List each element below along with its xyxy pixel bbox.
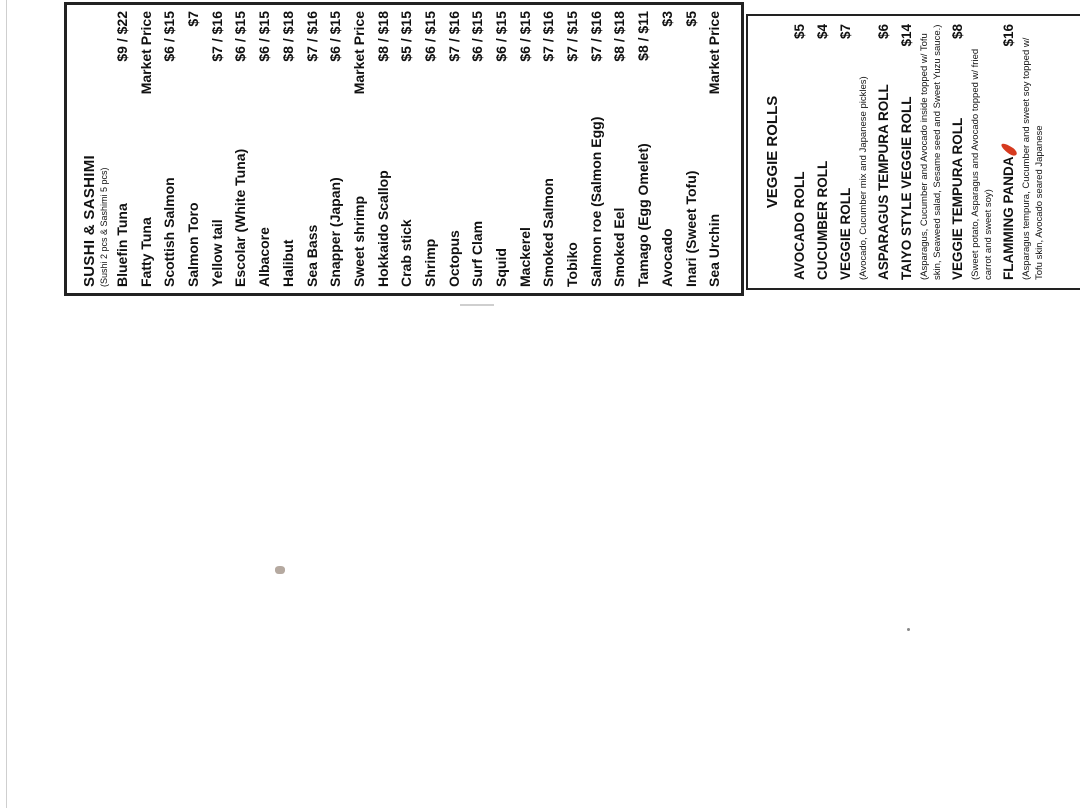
- veggie-item-price: $8: [950, 24, 965, 40]
- sushi-item-price: $7: [185, 11, 202, 27]
- veggie-rolls-panel: [746, 14, 1080, 290]
- chili-pepper-icon: [1000, 141, 1019, 157]
- sushi-sashimi-title: SUSHI & SASHIMI: [81, 154, 98, 287]
- sushi-item-price: $8 / $18: [374, 11, 391, 62]
- veggie-item-name: AVOCADO ROLL: [792, 171, 807, 280]
- sushi-item-row: [324, 11, 348, 287]
- sushi-item-name: Salmon roe (Salmon Egg): [587, 116, 604, 287]
- sushi-item-price: $7 / $16: [540, 11, 557, 62]
- sushi-item-name: Snapper (Japan): [327, 177, 344, 287]
- sushi-item-price: Market Price: [706, 11, 723, 95]
- sushi-item-price: $6 / $15: [327, 11, 344, 62]
- sushi-item-name: Fatty Tuna: [137, 217, 154, 287]
- sushi-item-row: [372, 11, 396, 287]
- sushi-item-row: [277, 11, 301, 287]
- sushi-item-name: Surf Clam: [469, 220, 486, 287]
- sushi-sashimi-panel: [64, 2, 744, 296]
- veggie-item-title: [834, 188, 857, 280]
- sushi-item-name: Halibut: [279, 239, 296, 287]
- sushi-item-list: [111, 11, 727, 287]
- veggie-item-name: VEGGIE TEMPURA ROLL: [950, 117, 965, 280]
- veggie-item-description: (Avocado, Cucumber mix and Japanese pickles): [858, 76, 869, 280]
- sushi-item-row: [301, 11, 325, 287]
- veggie-rolls-content: [758, 24, 1080, 280]
- sushi-item-name: Escolar (White Tuna): [232, 148, 249, 287]
- sushi-item-name: Sweet shrimp: [350, 195, 367, 287]
- veggie-item-name: CUCUMBER ROLL: [815, 160, 830, 280]
- scan-speck: [275, 566, 285, 574]
- sushi-item-row: [680, 11, 704, 287]
- veggie-item-name: TAIYO STYLE VEGGIE ROLL: [899, 96, 914, 280]
- sushi-item-row: [466, 11, 490, 287]
- sushi-item-price: $6 / $15: [232, 11, 249, 62]
- sushi-item-name: Bluefin Tuna: [114, 203, 130, 287]
- sushi-item-name: Smoked Eel: [611, 207, 628, 287]
- scan-smudge: [460, 304, 494, 306]
- veggie-item-title: [895, 96, 918, 280]
- veggie-item-row: [997, 24, 1020, 280]
- sushi-item-price: $7 / $15: [564, 11, 581, 62]
- veggie-item-title: [872, 84, 895, 280]
- sushi-item-name: Scottish Salmon: [161, 177, 178, 287]
- veggie-item-price: $4: [815, 24, 830, 40]
- sushi-item-row: [443, 11, 467, 287]
- sushi-item-price: $8 / $18: [611, 11, 628, 62]
- veggie-item-title: [811, 161, 834, 280]
- veggie-item-title: [788, 172, 811, 281]
- veggie-item-title: [997, 146, 1020, 280]
- sushi-sashimi-subtitle: (Sushi 2 pcs & Sashimi 5 pcs): [99, 167, 109, 287]
- sushi-item-row: [585, 11, 609, 287]
- sushi-item-row: [135, 11, 159, 287]
- sushi-item-row: [229, 11, 253, 287]
- sushi-item-name: Inari (Sweet Tofu): [682, 170, 699, 287]
- sushi-item-name: Octopus: [445, 230, 462, 287]
- veggie-item-price: $6: [876, 24, 891, 40]
- page-edge-line: [6, 0, 7, 808]
- sushi-item-row: [537, 11, 561, 287]
- veggie-item-title: [946, 118, 969, 280]
- sushi-sashimi-content: [81, 11, 741, 287]
- veggie-item-row: [946, 24, 969, 280]
- sushi-item-price: Market Price: [350, 11, 367, 95]
- veggie-item-description: (Asparagus, Cucumber and Avocado inside topped w/ Tofu skin, Seaweed salad, Sesame seed and Sweet Yuzu sauce.): [919, 24, 943, 280]
- veggie-item-price: $7: [838, 24, 853, 40]
- sushi-item-price: Market Price: [137, 11, 154, 95]
- sushi-item-price: $3: [658, 11, 675, 27]
- sushi-item-price: $6 / $15: [469, 11, 486, 62]
- sushi-item-price: $8 / $18: [279, 11, 296, 62]
- scan-speck: [907, 628, 910, 631]
- veggie-item-row: [895, 24, 918, 280]
- sushi-item-price: $6 / $15: [516, 11, 533, 62]
- sushi-item-price: $9 / $22: [114, 11, 130, 62]
- sushi-item-name: Smoked Salmon: [540, 178, 557, 287]
- sushi-item-row: [608, 11, 632, 287]
- veggie-item-row: [872, 24, 895, 280]
- sushi-item-price: $5: [682, 11, 699, 27]
- sushi-item-row: [158, 11, 182, 287]
- sushi-item-name: Tobiko: [564, 242, 581, 287]
- veggie-item-description: (Asparagus tempura, Cucumber and sweet soy topped w/ Tofu skin, Avocado seared Japanese: [1021, 37, 1045, 280]
- sushi-item-price: $8 / $11: [635, 11, 652, 61]
- sushi-item-row: [632, 11, 656, 287]
- sushi-item-row: [395, 11, 419, 287]
- sushi-item-price: $5 / $15: [398, 11, 415, 62]
- sushi-item-name: Hokkaido Scallop: [374, 170, 391, 287]
- sushi-item-row: [703, 11, 727, 287]
- veggie-item-price: $14: [899, 24, 914, 47]
- veggie-item-list: [788, 24, 1046, 280]
- veggie-item-row: [834, 24, 857, 280]
- sushi-item-row: [561, 11, 585, 287]
- sushi-item-name: Mackerel: [516, 227, 533, 287]
- veggie-item-row: [811, 24, 834, 280]
- sushi-item-name: Sea Bass: [303, 224, 320, 287]
- sushi-item-price: $7 / $16: [587, 11, 604, 62]
- sushi-item-price: $6 / $15: [493, 11, 509, 62]
- veggie-item-name: VEGGIE ROLL: [838, 187, 853, 280]
- veggie-item-price: $16: [1001, 24, 1016, 47]
- sushi-item-row: [514, 11, 538, 287]
- sushi-item-row: [656, 11, 680, 287]
- sushi-item-name: Shrimp: [421, 238, 438, 287]
- sushi-item-name: Yellow tail: [208, 219, 225, 287]
- sushi-item-name: Squid: [493, 248, 509, 287]
- sushi-item-price: $6 / $15: [421, 11, 438, 62]
- sushi-item-row: [253, 11, 277, 287]
- sushi-item-row: [206, 11, 230, 287]
- sushi-item-name: Crab stick: [398, 219, 415, 287]
- veggie-rolls-title: VEGGIE ROLLS: [764, 95, 781, 209]
- veggie-item-price: $5: [792, 24, 807, 40]
- sushi-item-price: $7 / $16: [445, 11, 462, 62]
- sushi-item-row: [348, 11, 372, 287]
- veggie-item-name: ASPARAGUS TEMPURA ROLL: [876, 84, 891, 280]
- sushi-item-row: [419, 11, 443, 287]
- veggie-item-description: (Sweet potato, Asparagus and Avocado topped w/ fried carrot and sweet soy): [970, 48, 994, 280]
- sushi-item-price: $6 / $15: [256, 11, 273, 62]
- sushi-item-price: $7 / $16: [208, 11, 225, 62]
- sushi-item-name: Tamago (Egg Omelet): [635, 143, 652, 287]
- sushi-item-row: [111, 11, 135, 287]
- veggie-item-name: FLAMMING PANDA: [1001, 156, 1016, 280]
- veggie-item-row: [788, 24, 811, 280]
- sushi-item-name: Salmon Toro: [185, 202, 202, 287]
- sushi-item-price: $7 / $16: [303, 11, 320, 62]
- sushi-item-name: Avocado: [658, 228, 675, 287]
- sushi-item-row: [490, 11, 514, 287]
- sushi-item-name: Sea Urchin: [706, 213, 723, 287]
- sushi-item-price: $6 / $15: [161, 11, 178, 62]
- sushi-item-name: Albacore: [256, 227, 273, 287]
- sushi-item-row: [182, 11, 206, 287]
